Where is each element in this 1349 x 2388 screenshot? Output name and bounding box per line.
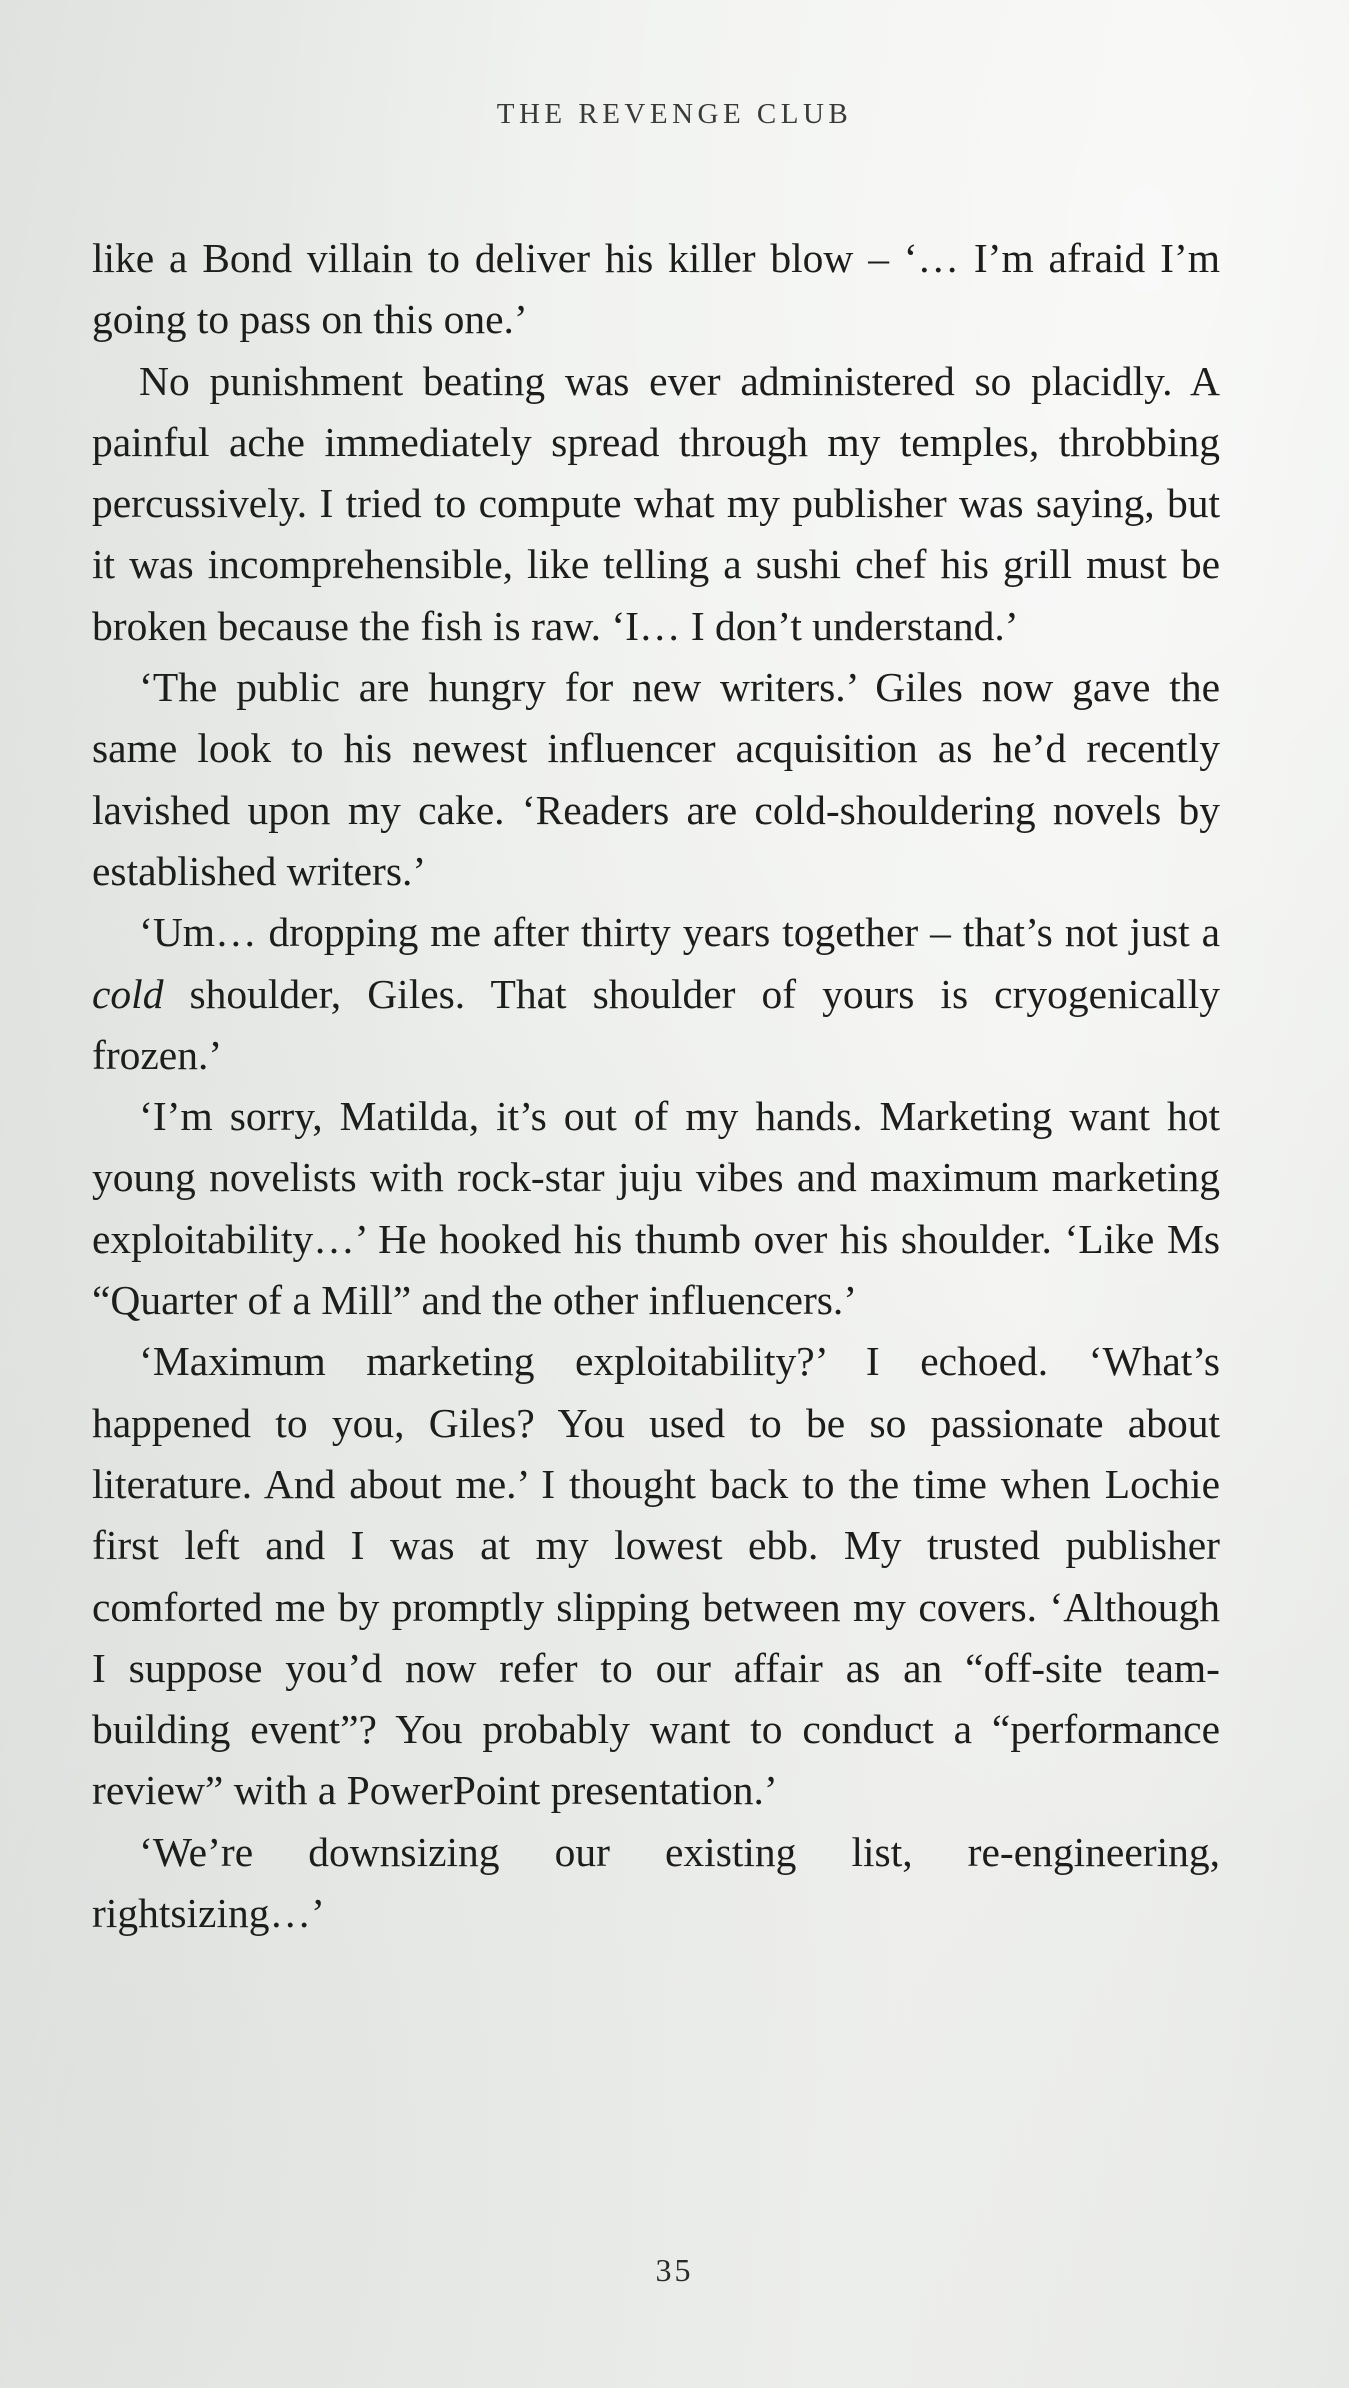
paragraph: like a Bond villain to deliver his killer blow – ‘… I’m afraid I’m going to pass on this one.’ — [92, 235, 1220, 343]
emphasized-word: cold — [92, 970, 164, 1017]
paragraph: ‘The public are hungry for new writers.’ Giles now gave the same look to his newest influencer acquisition as he’d recently lavished upon my cake. ‘Readers are cold-shouldering novels by established writers.’ — [92, 664, 1220, 894]
paragraph: ‘Maximum marketing exploitability?’ I echoed. ‘What’s happened to you, Giles? You used to be so passionate about literature. And about me.’ I thought back to the time when Lochie first left and I was at my lowest ebb. My trusted publisher comforted me by promptly slipping between my covers. ‘Although I suppose you’d now refer to our affair as an “off-site team-building event”? You probably want to conduct a “performance review” with a PowerPoint presentation.’ — [92, 1338, 1220, 1814]
running-head: THE REVENGE CLUB — [496, 98, 853, 130]
paragraph: No punishment beating was ever administered so placidly. A painful ache immediately spread through my temples, throbbing percussively. I tried to compute what my publisher was saying, but it was incomprehensible, like telling a sushi chef his grill must be broken because the fish is raw. ‘I… I don’t understand.’ — [92, 357, 1220, 649]
paragraph: ‘We’re downsizing our existing list, re-engineering, rightsizing…’ — [92, 1828, 1220, 1937]
paragraph-text: ‘Um… dropping me after thirty years together – that’s not just a — [139, 909, 1220, 956]
page-number: 35 — [655, 2252, 694, 2288]
paragraph — [92, 902, 1220, 1086]
paragraph: ‘I’m sorry, Matilda, it’s out of my hands. Marketing want hot young novelists with rock-star juju vibes and maximum marketing exploitability…’ He hooked his thumb over his shoulder. ‘Like Ms “Quarter of a Mill” and the other influencers.’ — [92, 1093, 1220, 1324]
paragraph-text: shoulder, Giles. That shoulder of yours is cryogenically frozen.’ — [92, 970, 1220, 1078]
body-text — [92, 228, 1220, 1944]
